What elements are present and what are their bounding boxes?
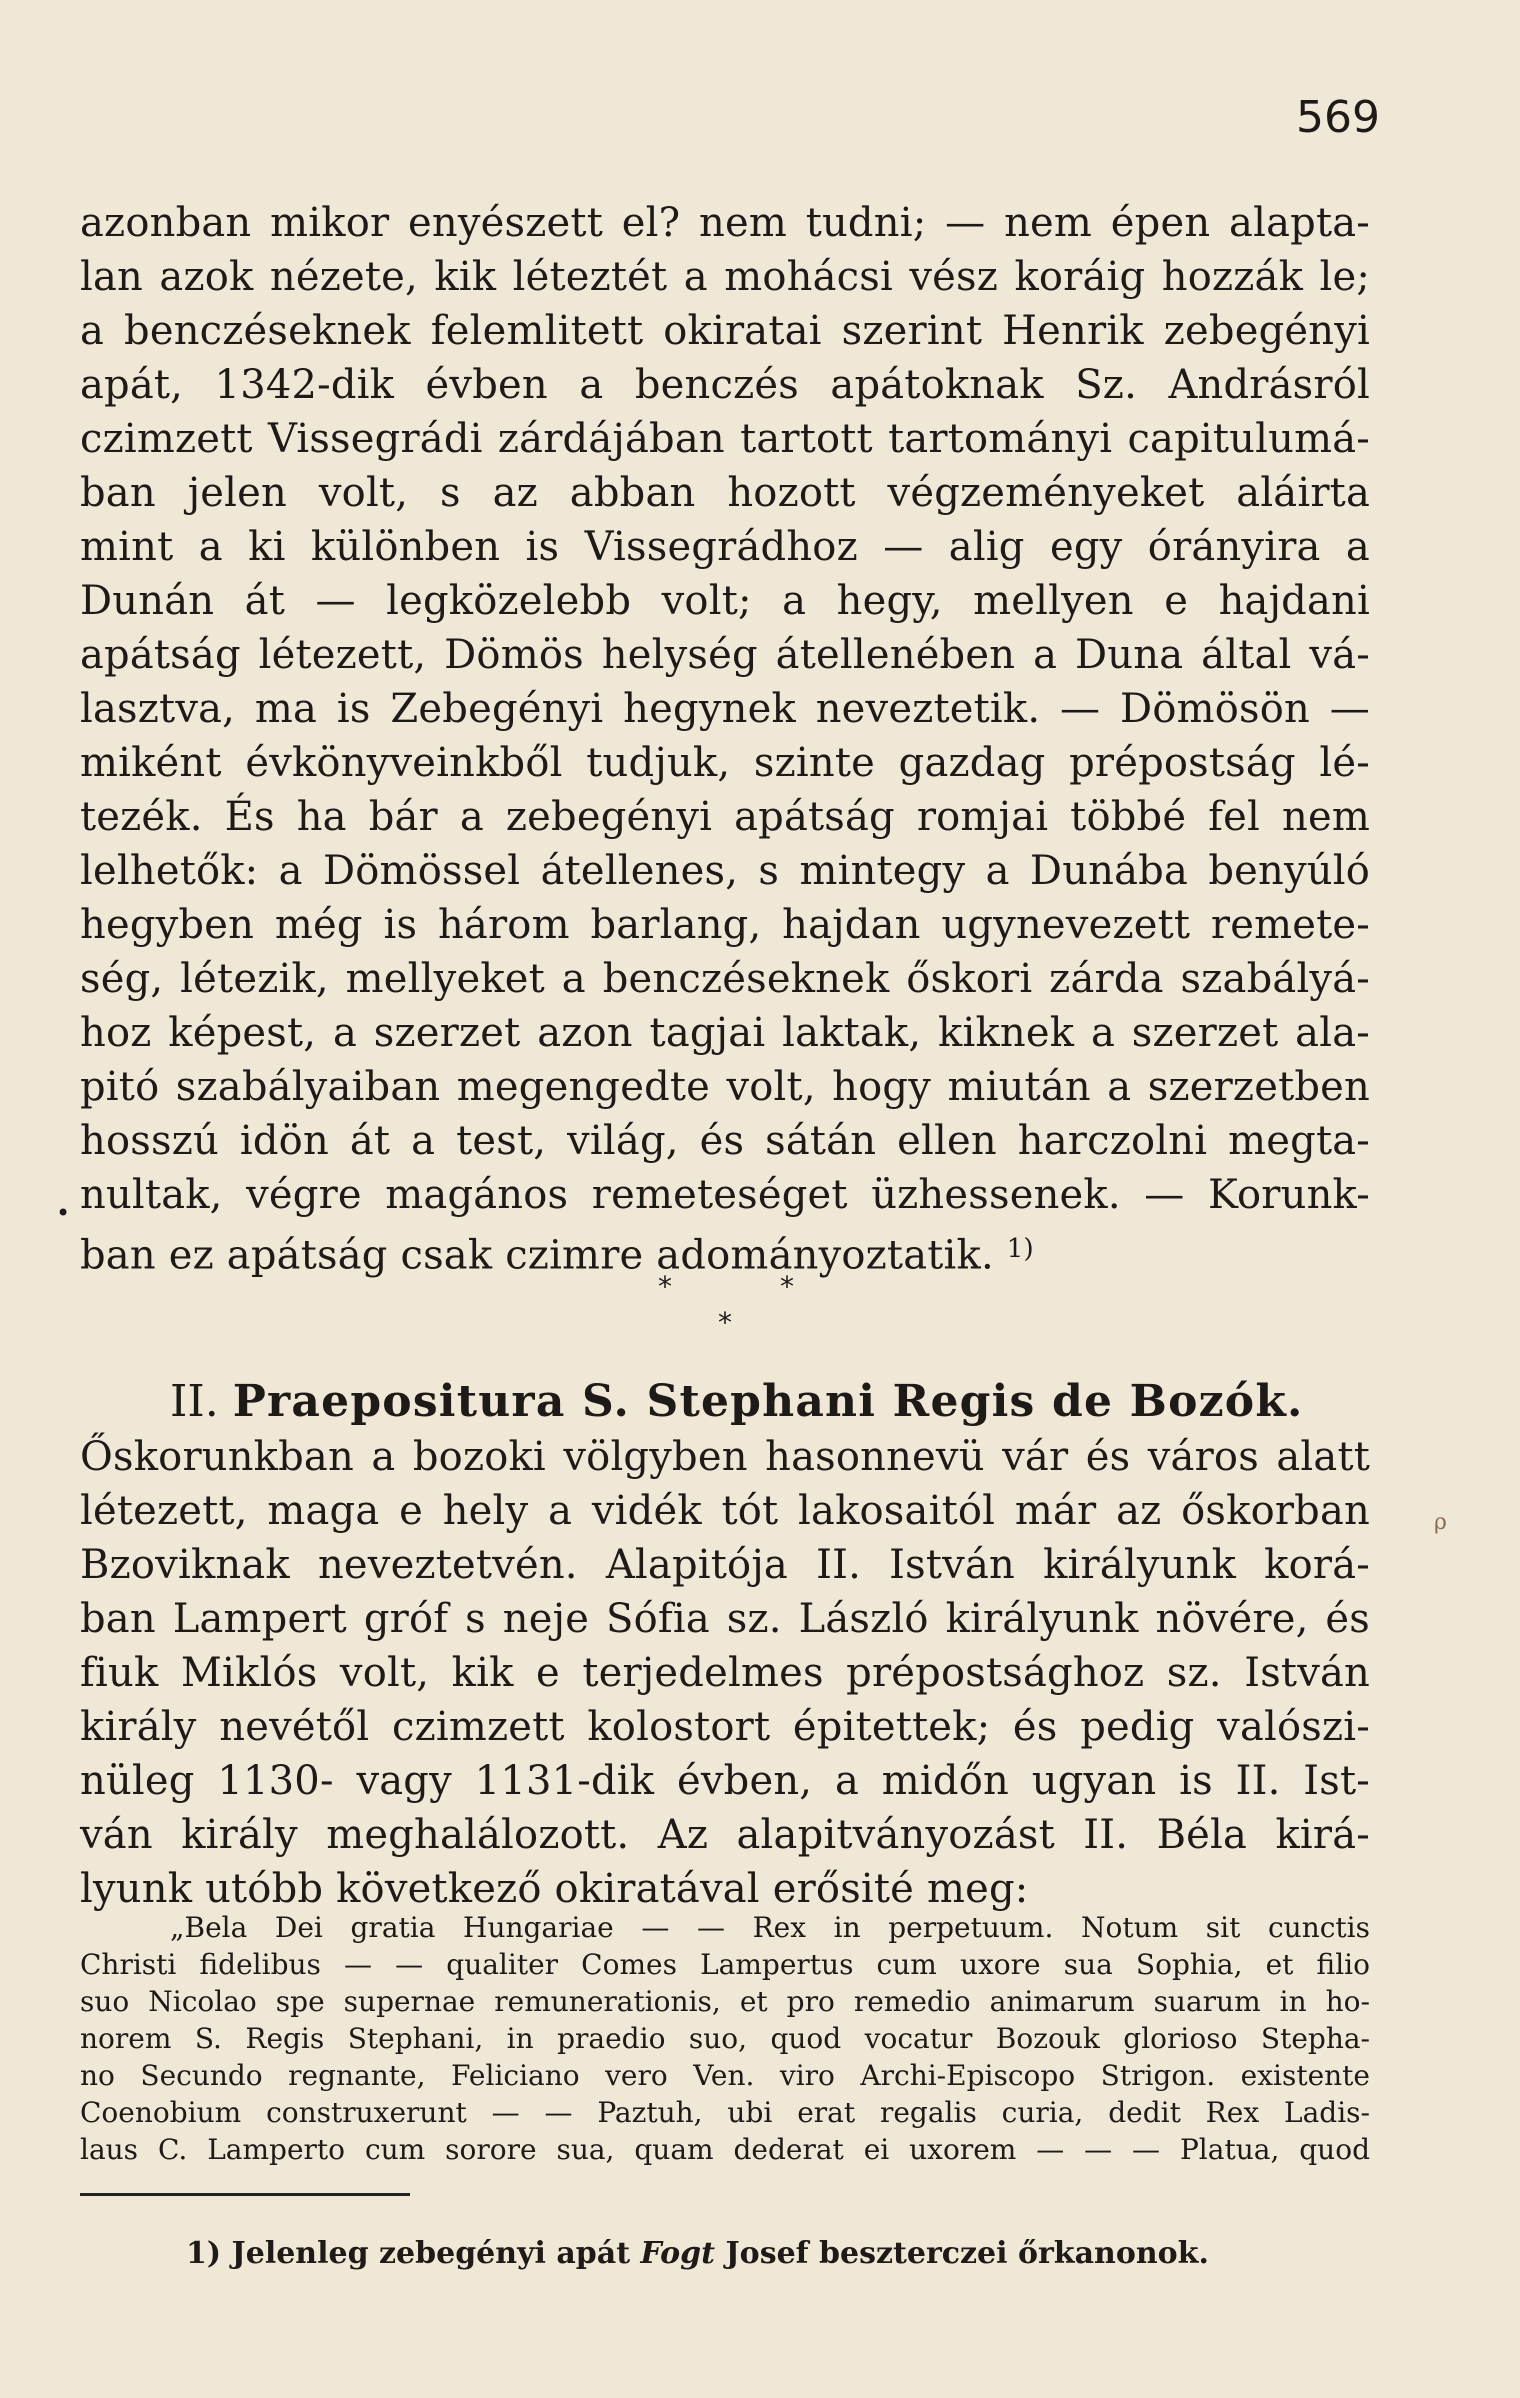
footnote-reference: 1) xyxy=(1006,1234,1034,1264)
section-line: ván király meghalálozott. Az alapitványozást II. Béla kirá- xyxy=(80,1812,1370,1858)
asterisk: * xyxy=(780,1270,794,1303)
footnote-text: Jelenleg zebegényi apát xyxy=(231,2236,631,2271)
body-last-line xyxy=(80,1224,1034,1281)
section-line: nüleg 1130- vagy 1131-dik évben, a midőn ugyan is II. Ist- xyxy=(80,1758,1370,1804)
body-line: miként évkönyveinkből tudjuk, szinte gazdag prépostság lé- xyxy=(80,740,1370,786)
footnote-name: Fogt xyxy=(640,2236,716,2271)
body-line: lan azok nézete, kik léteztét a mohácsi vész koráig hozzák le; xyxy=(80,254,1370,300)
body-line: a benczéseknek felemlitett okiratai szerint Henrik zebegényi xyxy=(80,308,1370,354)
body-line: ban ez apátság csak czimre adományoztatik. xyxy=(80,1232,994,1279)
section-line: lyunk utóbb következő okiratával erősité meg: xyxy=(80,1866,1029,1912)
body-line: nultak, végre magános remeteséget üzhessenek. — Korunk- xyxy=(80,1172,1370,1218)
asterisk: * xyxy=(658,1270,672,1303)
footnote xyxy=(186,2234,1209,2274)
section-line: Őskorunkban a bozoki völgyben hasonnevü vár és város alatt xyxy=(80,1434,1370,1480)
body-line: hosszú idön át a test, világ, és sátán ellen harczolni megta- xyxy=(80,1118,1370,1164)
asterisk: * xyxy=(718,1306,732,1339)
quote-line: Christi fidelibus — — qualiter Comes Lampertus cum uxore sua Sophia, et filio xyxy=(80,1948,1370,1981)
section-line: ban Lampert gróf s neje Sófia sz. László királyunk növére, és xyxy=(80,1596,1370,1642)
section-title: Praepositura S. Stephani Regis de Bozók. xyxy=(232,1376,1304,1427)
quote-line: laus C. Lamperto cum sorore sua, quam dederat ei uxorem — — — Platua, quod xyxy=(80,2133,1370,2166)
quote-line: norem S. Regis Stephani, in praedio suo, quod vocatur Bozouk glorioso Stepha- xyxy=(80,2022,1370,2055)
quote-line: „Bela Dei gratia Hungariae — — Rex in perpetuum. Notum sit cunctis xyxy=(170,1911,1370,1944)
body-line: lasztva, ma is Zebegényi hegynek neveztetik. — Dömösön — xyxy=(80,686,1370,732)
body-line: mint a ki különben is Vissegrádhoz — alig egy órányira a xyxy=(80,524,1370,570)
body-line: Dunán át — legközelebb volt; a hegy, mellyen e hajdani xyxy=(80,578,1370,624)
body-line: tezék. És ha bár a zebegényi apátság romjai többé fel nem xyxy=(80,794,1370,840)
footnote-marker: 1) xyxy=(186,2236,222,2271)
quote-line: suo Nicolao spe supernae remunerationis, et pro remedio animarum suarum in ho- xyxy=(80,1985,1370,2018)
section-line: Bzoviknak neveztetvén. Alapitója II. István királyunk korá- xyxy=(80,1542,1370,1588)
margin-dot: • xyxy=(56,1199,71,1227)
section-line: király nevétől czimzett kolostort épitettek; és pedig valószi- xyxy=(80,1704,1370,1750)
body-line: apát, 1342-dik évben a benczés apátoknak Sz. Andrásról xyxy=(80,362,1370,408)
body-line: apátság létezett, Dömös helység átellenében a Duna által vá- xyxy=(80,632,1370,678)
body-line: hegyben még is három barlang, hajdan ugynevezett remete- xyxy=(80,902,1370,948)
asterism-separator xyxy=(640,1265,810,1345)
body-line: ség, létezik, mellyeket a benczéseknek őskori zárda szabályá- xyxy=(80,956,1370,1002)
quote-line: Coenobium construxerunt — — Paztuh, ubi erat regalis curia, dedit Rex Ladis- xyxy=(80,2096,1370,2129)
body-line: pitó szabályaiban megengedte volt, hogy miután a szerzetben xyxy=(80,1064,1370,1110)
body-line: lelhetők: a Dömössel átellenes, s mintegy a Dunába benyúló xyxy=(80,848,1370,894)
body-line: ban jelen volt, s az abban hozott végzeményeket aláirta xyxy=(80,470,1370,516)
body-line: czimzett Vissegrádi zárdájában tartott tartományi capitulumá- xyxy=(80,416,1370,462)
page-number: 569 xyxy=(1296,92,1380,143)
footnote-rule xyxy=(80,2193,410,2196)
footnote-text-end: Josef beszterczei őrkanonok. xyxy=(725,2236,1209,2271)
body-line: hoz képest, a szerzet azon tagjai laktak, kiknek a szerzet ala- xyxy=(80,1010,1370,1056)
edge-mark: ρ xyxy=(1434,1510,1447,1535)
section-number: II. xyxy=(170,1376,219,1427)
section-line: létezett, maga e hely a vidék tót lakosaitól már az őskorban xyxy=(80,1488,1370,1534)
section-heading xyxy=(170,1374,1304,1430)
section-line: fiuk Miklós volt, kik e terjedelmes prépostsághoz sz. István xyxy=(80,1650,1370,1696)
quote-line: no Secundo regnante, Feliciano vero Ven. viro Archi-Episcopo Strigon. existente xyxy=(80,2059,1370,2092)
body-line: azonban mikor enyészett el? nem tudni; — nem épen alapta- xyxy=(80,200,1370,246)
